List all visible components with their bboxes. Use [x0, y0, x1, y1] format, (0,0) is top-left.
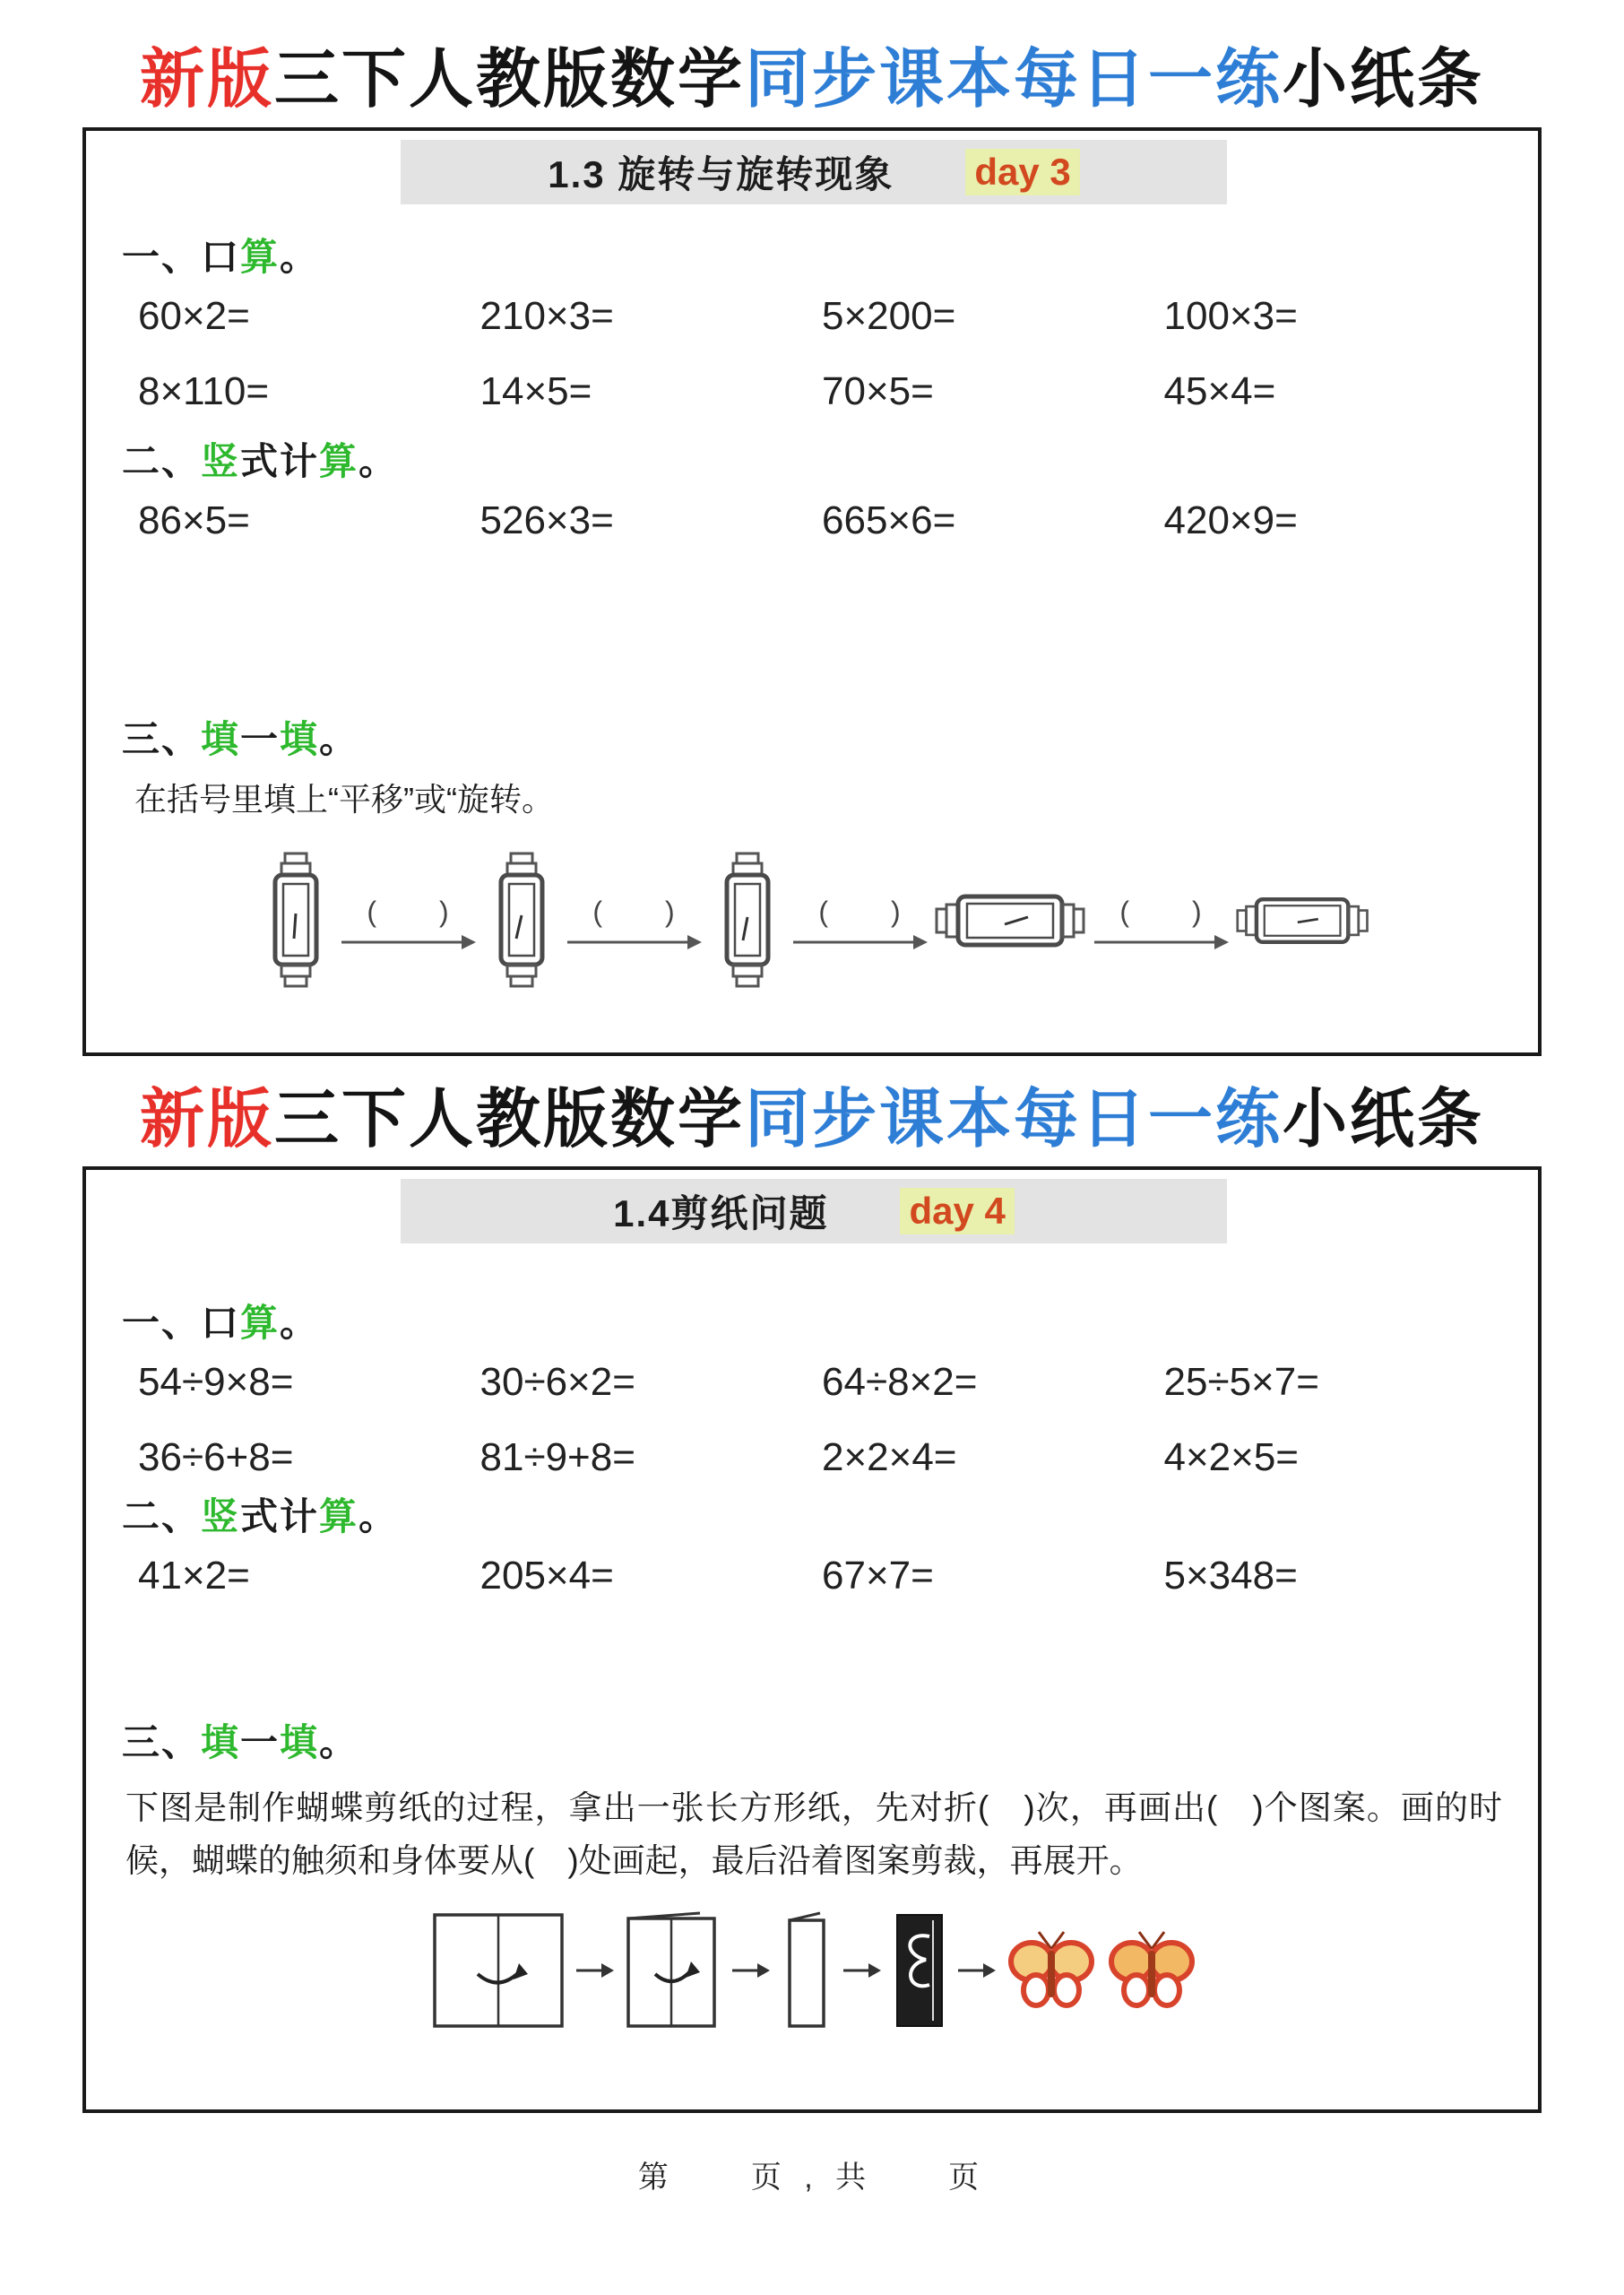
- section-oral-heading: [122, 228, 1506, 281]
- answer-blank: ( ): [818, 895, 903, 928]
- math-problem: 5×200=: [822, 293, 956, 338]
- transition-blank-1: [341, 889, 476, 952]
- heading-text-green: 填: [280, 717, 320, 760]
- math-problem: 30÷6×2=: [479, 1360, 635, 1405]
- math-problem: 420×9=: [1163, 498, 1298, 542]
- lesson-header-day4: [401, 1179, 1227, 1243]
- heading-text: 。: [280, 1302, 320, 1345]
- oral-problems-day3: [122, 294, 1506, 414]
- day-badge: day 3: [965, 149, 1079, 195]
- heading-text: 。: [319, 717, 359, 760]
- heading-text: 一: [240, 1721, 281, 1764]
- math-problem: 205×4=: [479, 1554, 614, 1598]
- heading-text: 二、: [122, 1495, 202, 1538]
- fill-instruction: 在括号里填上“平移”或“旋转。: [134, 780, 554, 818]
- heading-text: 。: [319, 1721, 359, 1764]
- title-part-new-edition: 新版: [139, 1083, 274, 1156]
- rotation-sequence-figure: [122, 851, 1506, 991]
- title-part-sync: 同步课本每日一练: [745, 44, 1283, 116]
- folded-paper-icon: [625, 1911, 721, 2030]
- section-fill-heading: [122, 710, 1506, 764]
- title-part-sync: 同步课本每日一练: [745, 1083, 1283, 1156]
- title-part-slip: 小纸条: [1283, 44, 1485, 116]
- heading-text: 一、口: [122, 235, 241, 278]
- heading-text-green: 填: [280, 1721, 320, 1764]
- heading-text: 式计: [240, 1495, 320, 1538]
- heading-text-green: 算: [240, 1302, 281, 1345]
- heading-text: 式计: [240, 439, 320, 482]
- math-problem: 14×5=: [479, 368, 592, 413]
- math-problem: 210×3=: [479, 293, 614, 338]
- math-problem: 64÷8×2=: [822, 1360, 978, 1405]
- title-part-new-edition: 新版: [139, 44, 274, 116]
- arrow-right-icon: [341, 932, 476, 952]
- title-part-grade: 三下人教版数学: [273, 44, 745, 116]
- heading-text: 三、: [122, 1721, 202, 1764]
- transition-blank-4: [1094, 889, 1229, 952]
- arrow-right-icon: [793, 932, 928, 952]
- horizontal-watch-icon: [935, 878, 1087, 964]
- math-problem: 25÷5×7=: [1163, 1360, 1319, 1405]
- heading-text: 三、: [122, 717, 202, 760]
- unfolded-paper-icon: [431, 1911, 566, 2030]
- math-problem: 81÷9+8=: [479, 1435, 635, 1480]
- math-problem: 41×2=: [138, 1554, 250, 1598]
- transition-blank-2: [567, 889, 702, 952]
- papercut-instruction: 下图是制作蝴蝶剪纸的过程，拿出一张长方形纸，先对折( )次，再画出( )个图案。画的时候，蝴蝶的触须和身体要从( )处画起，最后沿着图案剪裁，再展开。: [125, 1789, 1502, 1880]
- lesson-title: 1.3 旋转与旋转现象: [548, 152, 894, 195]
- butterfly-icon: [1107, 1927, 1196, 2014]
- butterfly-icon: [1006, 1927, 1096, 2014]
- math-problem: 70×5=: [822, 368, 934, 413]
- vertical-watch-icon: [257, 851, 334, 991]
- page-title: [0, 44, 1624, 116]
- page-title: [0, 1083, 1624, 1156]
- math-problem: 526×3=: [479, 498, 614, 542]
- math-problem: 54÷9×8=: [138, 1360, 294, 1405]
- heading-text-green: 填: [201, 717, 241, 760]
- heading-text: 。: [358, 439, 399, 482]
- title-part-slip: 小纸条: [1283, 1083, 1485, 1156]
- oral-problems-day4: [122, 1360, 1506, 1480]
- math-problem: 4×2×5=: [1163, 1435, 1299, 1480]
- title-part-grade: 三下人教版数学: [273, 1083, 745, 1156]
- heading-text-green: 填: [201, 1721, 241, 1764]
- math-problem: 60×2=: [138, 293, 250, 338]
- math-problem: 100×3=: [1163, 293, 1298, 338]
- arrow-right-icon: [567, 932, 702, 952]
- math-problem: 2×2×4=: [822, 1435, 957, 1480]
- section-vertical-heading: [122, 432, 1506, 486]
- arrow-right-icon: [958, 1961, 996, 1980]
- heading-text-green: 竖: [201, 1495, 241, 1538]
- heading-text: 一: [240, 717, 281, 760]
- answer-blank: ( ): [367, 895, 451, 928]
- heading-text: 一、口: [122, 1302, 241, 1345]
- heading-text-green: 算: [319, 1495, 359, 1538]
- math-problem: 36÷6+8=: [138, 1435, 294, 1480]
- math-problem: 45×4=: [1163, 368, 1276, 413]
- arrow-right-icon: [732, 1961, 770, 1980]
- answer-blank: ( ): [1119, 895, 1204, 928]
- heading-text-green: 竖: [201, 439, 241, 482]
- heading-text-green: 算: [319, 439, 359, 482]
- worksheet-day3: [82, 127, 1542, 1056]
- section-oral-heading: [122, 1294, 1506, 1347]
- page-footer: 第 页 , 共 页: [637, 2161, 987, 2195]
- vertical-problems-day3: [122, 498, 1506, 543]
- math-problem: 67×7=: [822, 1554, 934, 1598]
- math-problem: 86×5=: [138, 498, 250, 542]
- day-badge: day 4: [900, 1188, 1014, 1234]
- vertical-watch-icon: [709, 851, 786, 991]
- math-problem: 5×348=: [1163, 1554, 1298, 1598]
- horizontal-watch-icon: [1236, 882, 1370, 959]
- section-vertical-heading: [122, 1487, 1506, 1541]
- heading-text: 。: [280, 235, 320, 278]
- papercut-sequence-figure: [122, 1911, 1506, 2030]
- vertical-watch-icon: [483, 851, 560, 991]
- answer-blank: ( ): [592, 895, 677, 928]
- strip-with-half-butterfly-icon: [892, 1911, 947, 2030]
- lesson-header-day3: [401, 140, 1227, 204]
- math-problem: 665×6=: [822, 498, 956, 542]
- math-problem: 8×110=: [138, 368, 270, 413]
- section-fill-heading: [122, 1713, 1506, 1767]
- lesson-title: 1.4剪纸问题: [613, 1192, 829, 1235]
- arrow-right-icon: [1094, 932, 1229, 952]
- heading-text: 二、: [122, 439, 202, 482]
- arrow-right-icon: [843, 1961, 881, 1980]
- heading-text-green: 算: [240, 235, 281, 278]
- worksheet-day4: [82, 1166, 1542, 2113]
- folded-strip-icon: [781, 1911, 833, 2030]
- transition-blank-3: [793, 889, 928, 952]
- heading-text: 。: [358, 1495, 399, 1538]
- vertical-problems-day4: [122, 1554, 1506, 1598]
- arrow-right-icon: [576, 1961, 614, 1980]
